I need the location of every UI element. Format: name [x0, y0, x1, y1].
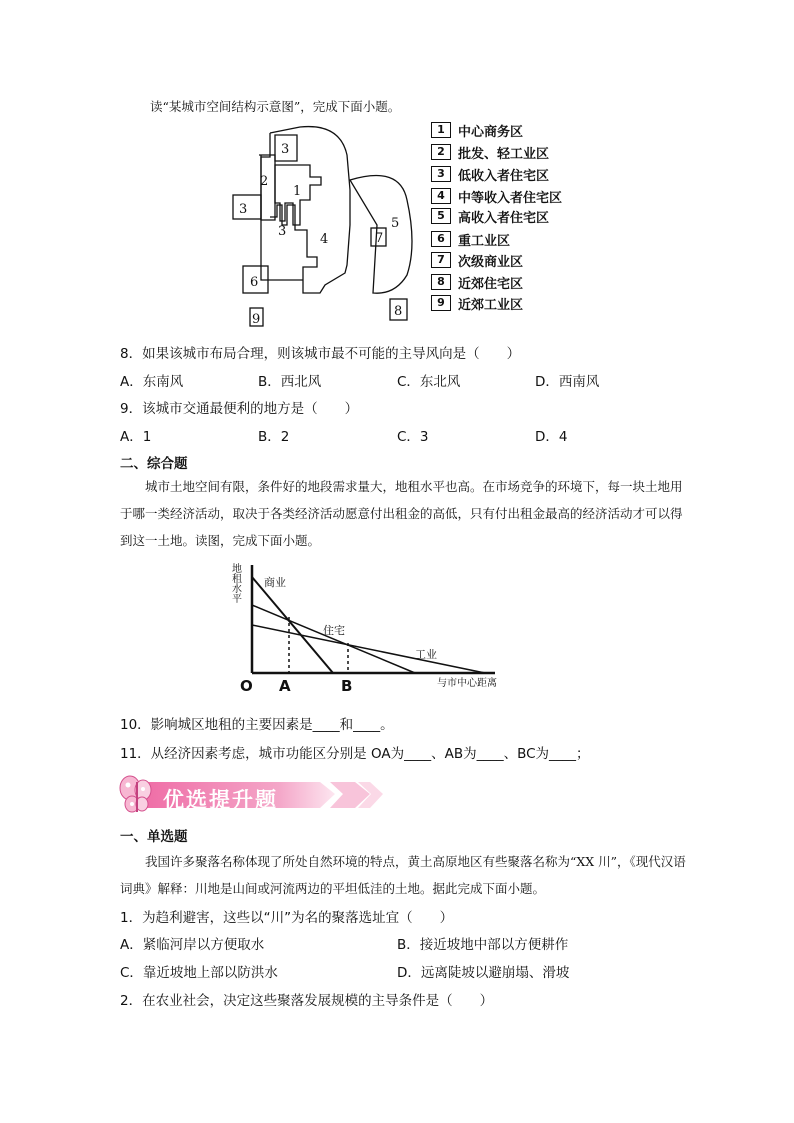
question-8-option-c: C．东北风 — [397, 374, 461, 390]
question-2-stem: 2．在农业社会，决定这些聚落发展规模的主导条件是（ ） — [120, 993, 494, 1009]
y-axis-label-char: 租 — [232, 574, 242, 585]
tick-b: B — [341, 677, 353, 695]
section-heading-1: 一、单选题 — [120, 829, 188, 845]
tick-o: O — [240, 677, 253, 695]
question-1-stem: 1．为趋利避害，这些以“川”为名的聚落选址宜（ ） — [120, 910, 454, 926]
legend-label: 次级商业区 — [458, 254, 524, 270]
map-outlines — [233, 127, 412, 326]
question-8-stem: 8．如果该城市布局合理，则该城市最不可能的主导风向是（ ） — [120, 346, 521, 362]
legend-item — [431, 273, 523, 291]
tick-a: A — [279, 677, 291, 695]
legend-number: 2 — [431, 144, 451, 160]
legend-label: 近郊工业区 — [458, 297, 524, 313]
series-label-residence: 住宅 — [323, 624, 345, 637]
map-labels — [239, 142, 402, 327]
legend-number: 7 — [431, 252, 451, 268]
city-structure-map — [225, 125, 425, 330]
legend-number: 1 — [431, 122, 451, 138]
legend-item — [431, 251, 523, 269]
legend-item — [431, 230, 510, 248]
question-9-option-d: D．4 — [535, 429, 568, 445]
question-8-option-d: D．西南风 — [535, 374, 600, 390]
map-label: 3 — [239, 202, 248, 217]
map-label: 9 — [252, 312, 261, 327]
legend-label: 近郊住宅区 — [458, 276, 524, 292]
section-heading-2: 二、综合题 — [120, 456, 188, 472]
legend-number: 3 — [431, 166, 451, 182]
map-label: 6 — [250, 275, 259, 290]
map-label: 1 — [293, 184, 302, 199]
series-label-commerce: 商业 — [264, 576, 286, 589]
y-axis-label-char: 平 — [232, 594, 242, 605]
map-label: 3 — [278, 224, 287, 239]
butterfly-icon — [120, 776, 151, 812]
legend-number: 4 — [431, 188, 451, 204]
legend-item — [431, 143, 549, 161]
question-1-option-b: B．接近坡地中部以方便耕作 — [397, 937, 569, 953]
legend-item — [431, 187, 562, 205]
legend-label: 中心商务区 — [458, 124, 524, 140]
legend-number: 9 — [431, 295, 451, 311]
question-1-option-c: C．靠近坡地上部以防洪水 — [120, 965, 278, 981]
legend-number: 6 — [431, 231, 451, 247]
line-commerce — [252, 577, 333, 673]
legend-label: 中等收入者住宅区 — [458, 190, 563, 206]
y-axis-label-char: 水 — [232, 584, 242, 595]
legend-label: 批发、轻工业区 — [458, 146, 550, 162]
bid-rent-chart — [225, 560, 525, 695]
legend-item — [431, 165, 549, 183]
map-label: 5 — [391, 216, 400, 231]
legend-item — [431, 121, 523, 139]
map-label: 3 — [281, 142, 290, 157]
banner-title: 优选提升题 — [163, 788, 278, 812]
question-9-stem: 9．该城市交通最便利的地方是（ ） — [120, 401, 359, 417]
line-industry — [252, 625, 485, 673]
question-1-option-d: D．远离陡坡以避崩塌、滑坡 — [397, 965, 570, 981]
map-label: 8 — [394, 304, 403, 319]
map-label: 2 — [260, 174, 269, 189]
y-axis-label-char: 地 — [232, 564, 242, 575]
legend-label: 低收入者住宅区 — [458, 168, 550, 184]
legend-label: 重工业区 — [458, 233, 511, 249]
legend-number: 5 — [431, 208, 451, 224]
question-9-option-a: A．1 — [120, 429, 152, 445]
question-9-option-b: B．2 — [258, 429, 290, 445]
question-10: 10．影响城区地租的主要因素是____和____。 — [120, 717, 394, 733]
series-label-industry: 工业 — [415, 648, 437, 661]
legend-item — [431, 294, 523, 312]
legend-label: 高收入者住宅区 — [458, 210, 550, 226]
question-11: 11．从经济因素考虑，城市功能区分别是 OA为____、AB为____、BC为____； — [120, 746, 590, 762]
question-9-option-c: C．3 — [397, 429, 429, 445]
x-axis-label: 与市中心距离 — [437, 678, 497, 689]
question-8-option-b: B．西北风 — [258, 374, 322, 390]
question-8-option-a: A．东南风 — [120, 374, 184, 390]
legend-item — [431, 207, 549, 225]
question-1-option-a: A．紧临河岸以方便取水 — [120, 937, 265, 953]
line-residence — [252, 605, 415, 673]
map-label: 4 — [320, 232, 329, 247]
legend-number: 8 — [431, 274, 451, 290]
map-label: 7 — [375, 231, 384, 246]
intro-text: 读“某城市空间结构示意图”，完成下面小题。 — [150, 99, 401, 114]
passage-3: 我国许多聚落名称体现了所处自然环境的特点，黄土高原地区有些聚落名称为“XX 川”，《现代汉语词典》解释：川地是山间或河流两边的平坦低洼的土地。据此完成下面小题。 — [120, 854, 686, 896]
passage-2: 城市土地空间有限，条件好的地段需求量大，地租水平也高。在市场竞争的环境下，每一块土地用于哪一类经济活动，取决于各类经济活动愿意付出租金的高低，只有付出租金最高的经济活动才可以得到这一土地。读图，完成下面小题。 — [120, 479, 683, 548]
